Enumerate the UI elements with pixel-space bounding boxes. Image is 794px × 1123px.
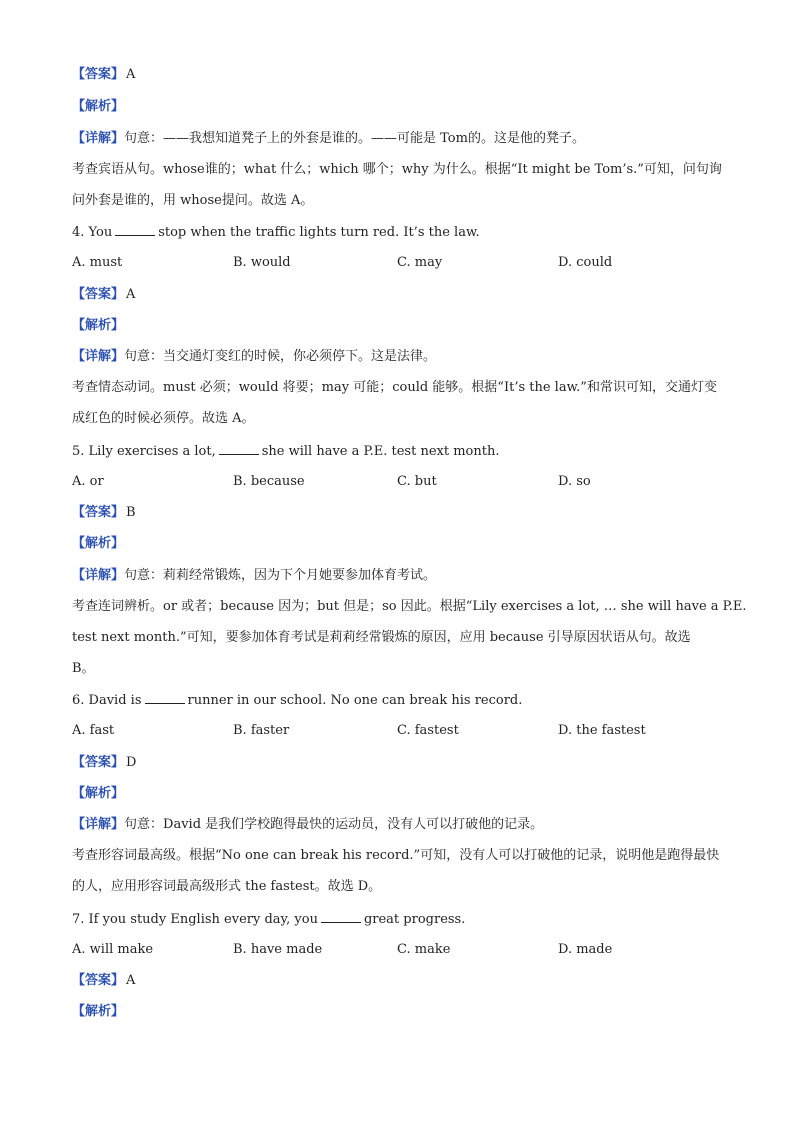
q6-explain-2: 的人，应用形容词最高级形式 the fastest。故选 D。	[72, 879, 382, 894]
q5-analysis-line	[72, 535, 124, 553]
analysis-label: 【解析】	[72, 536, 125, 551]
answer-label: 【答案】	[72, 505, 125, 520]
analysis-label: 【解析】	[72, 318, 125, 333]
q4-option-c: C. may	[397, 255, 443, 270]
detail-label: 【详解】	[72, 817, 125, 832]
q3-explain-2: 问外套是谁的，用 whose提问。故选 A。	[72, 193, 314, 208]
q3-detail-line	[72, 130, 585, 148]
q7-option-c: C. make	[397, 942, 451, 957]
q7-analysis-line	[72, 1003, 124, 1021]
q4-stem-a: 4. You	[72, 225, 113, 240]
q4-detail-line	[72, 348, 436, 366]
q4-option-a: A. must	[72, 255, 123, 270]
q3-detail: 句意：——我想知道凳子上的外套是谁的。——可能是 Tom的。这是他的凳子。	[124, 131, 585, 146]
q5-explain-3: B。	[72, 661, 95, 676]
q6-stem-b: runner in our school. No one can break his record.	[187, 693, 523, 708]
q5-option-a: A. or	[72, 474, 104, 489]
q5-detail-line	[72, 567, 436, 585]
q5-answer: B	[126, 505, 136, 520]
q5-stem-a: 5. Lily exercises a lot,	[72, 444, 216, 459]
analysis-label: 【解析】	[72, 1004, 125, 1019]
q6-answer: D	[126, 755, 137, 770]
q7-stem-b: great progress.	[363, 912, 466, 927]
q3-explain-1: 考查宾语从句。whose谁的；what 什么；which 哪个；why 为什么。根据“It might be Tom’s.”可知，问句询	[72, 162, 722, 177]
q7-stem-a: 7. If you study English every day, you	[72, 912, 318, 927]
q7-answer: A	[126, 973, 136, 988]
q4-option-b: B. would	[233, 255, 291, 270]
answer-label: 【答案】	[72, 287, 125, 302]
q4-stem-b: stop when the traffic lights turn red. It’s the law.	[158, 225, 480, 240]
q6-option-a: A. fast	[72, 723, 115, 738]
q7-option-d: D. made	[558, 942, 613, 957]
q7-stem	[72, 910, 465, 929]
q6-detail-line	[72, 816, 543, 834]
answer-label: 【答案】	[72, 755, 125, 770]
q5-option-d: D. so	[558, 474, 591, 489]
answer-label: 【答案】	[72, 67, 125, 82]
q6-explain-1: 考查形容词最高级。根据“No one can break his record.”可知，没有人可以打破他的记录，说明他是跑得最快	[72, 848, 720, 863]
q7-blank	[321, 910, 361, 923]
q5-explain-2: test next month.”可知，要参加体育考试是莉莉经常锻炼的原因，应用 because 引导原因状语从句。故选	[72, 630, 691, 645]
q5-explain-1: 考查连词辨析。or 或者；because 因为；but 但是；so 因此。根据“Lily exercises a lot, … she will have a P.E.	[72, 599, 747, 614]
q3-answer-line	[72, 66, 135, 84]
q6-detail: 句意：David 是我们学校跑得最快的运动员，没有人可以打破他的记录。	[124, 817, 544, 832]
q4-detail: 句意：当交通灯变红的时候，你必须停下。这是法律。	[124, 349, 437, 364]
q5-blank	[219, 442, 259, 455]
q7-option-b: B. have made	[233, 942, 323, 957]
q6-stem-a: 6. David is	[72, 693, 142, 708]
q7-option-a: A. will make	[72, 942, 154, 957]
q6-blank	[145, 691, 185, 704]
detail-label: 【详解】	[72, 131, 125, 146]
q6-option-b: B. faster	[233, 723, 290, 738]
q7-answer-line	[72, 972, 135, 990]
q5-option-b: B. because	[233, 474, 305, 489]
q4-answer-line	[72, 286, 135, 304]
q5-option-c: C. but	[397, 474, 437, 489]
analysis-label: 【解析】	[72, 786, 125, 801]
q4-analysis-line	[72, 317, 124, 335]
q6-stem	[72, 691, 522, 710]
q4-blank	[115, 223, 155, 236]
q3-analysis-line	[72, 98, 124, 116]
detail-label: 【详解】	[72, 349, 125, 364]
analysis-label: 【解析】	[72, 99, 125, 114]
q4-answer: A	[126, 287, 136, 302]
q5-stem-b: she will have a P.E. test next month.	[261, 444, 500, 459]
q4-stem	[72, 223, 480, 242]
q4-explain-1: 考查情态动词。must 必须；would 将要；may 可能；could 能够。根据“It’s the law.”和常识可知，交通灯变	[72, 380, 717, 395]
q4-explain-2: 成红色的时候必须停。故选 A。	[72, 411, 255, 426]
q4-option-d: D. could	[558, 255, 613, 270]
q5-detail: 句意：莉莉经常锻炼，因为下个月她要参加体育考试。	[124, 568, 437, 583]
detail-label: 【详解】	[72, 568, 125, 583]
answer-label: 【答案】	[72, 973, 125, 988]
q5-stem	[72, 442, 499, 461]
q3-answer: A	[126, 67, 136, 82]
q6-analysis-line	[72, 785, 124, 803]
q5-answer-line	[72, 504, 136, 522]
q6-answer-line	[72, 754, 136, 772]
q6-option-c: C. fastest	[397, 723, 459, 738]
q6-option-d: D. the fastest	[558, 723, 646, 738]
